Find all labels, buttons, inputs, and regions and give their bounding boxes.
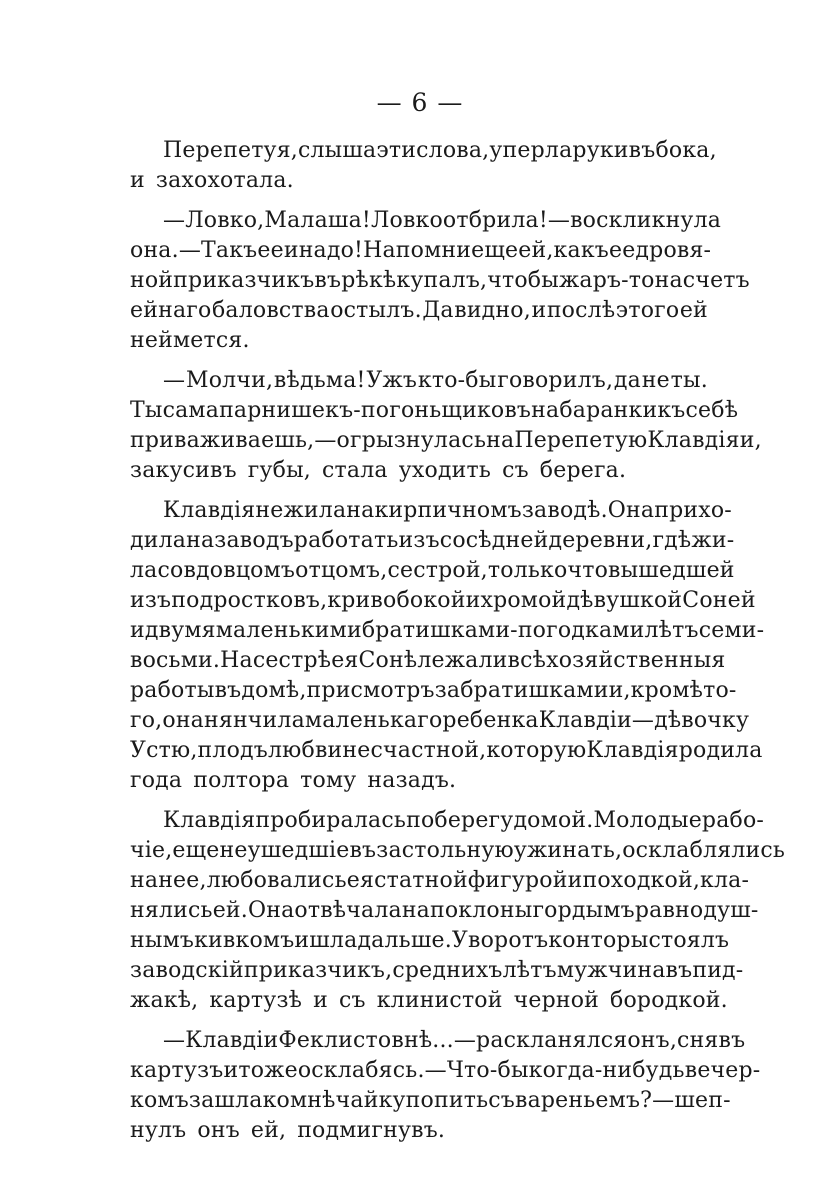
text-line: жакѣ, картузѣ и съ клинистой черной бородкой. bbox=[130, 988, 728, 1013]
paragraph bbox=[130, 136, 717, 196]
text-line: ейнаго баловства остылъ. Да видно, и послѣ этого ей bbox=[130, 298, 708, 323]
text-line: нымъ кивкомъ и шла дальше. У воротъ конторы стоялъ bbox=[130, 928, 730, 953]
text-line: Клавдія пробиралась по берегу домой. Молодые рабо- bbox=[163, 808, 765, 833]
text-line: го, она нянчила маленькаго ребенка Клавдіи—дѣвочку bbox=[130, 708, 750, 733]
text-line: работы въ домѣ, присмотръ за братишками и, кромѣ то- bbox=[130, 678, 737, 703]
text-line: восьми. На сестрѣ ея Сонѣ лежали всѣ хозяйственныя bbox=[130, 648, 726, 673]
text-line: Устю, плодъ любви несчастной, которую Клавдія родила bbox=[130, 738, 763, 763]
text-line: комъ зашла ко мнѣ чайку попить съ вареньемъ?—шеп- bbox=[130, 1088, 731, 1113]
text-line: ной приказчикъ въ рѣкѣ купалъ, чтобы жаръ-то насчетъ bbox=[130, 268, 750, 293]
paragraph bbox=[130, 206, 750, 356]
text-line: и захохотала. bbox=[130, 168, 294, 193]
page-number: — 6 — bbox=[376, 88, 464, 117]
text-line: — Клавдіи Феклистовнѣ...—раскланялся онъ, снявъ bbox=[163, 1028, 746, 1053]
text-line: — Молчи, вѣдьма! Ужъ кто-бы говорилъ, да не ты. bbox=[163, 368, 708, 393]
text-line: Ты сама парнишекъ-погоньщиковъ на баранки къ себѣ bbox=[130, 398, 739, 423]
text-line: заводскій приказчикъ, среднихъ лѣтъ мужчина въ пид- bbox=[130, 958, 744, 983]
text-line: приваживаешь,—огрызнулась на Перепетую Клавдія и, bbox=[130, 428, 762, 453]
paragraph bbox=[130, 806, 786, 1016]
paragraph bbox=[130, 1026, 761, 1146]
text-line: закусивъ губы, стала уходить съ берега. bbox=[130, 458, 627, 483]
text-line: чіе, еще не ушедшіе въ застольную ужинать, осклаблялись bbox=[130, 838, 786, 863]
text-line: дила на заводъ работать изъ сосѣдней деревни, гдѣ жи- bbox=[130, 528, 735, 553]
text-line: неймется. bbox=[130, 328, 250, 353]
paragraph bbox=[130, 366, 762, 486]
text-line: Перепетуя, слыша эти слова, уперла руки въ бока, bbox=[163, 138, 717, 163]
paragraph bbox=[130, 496, 765, 796]
text-line: Клавдія не жила на кирпичномъ заводѣ. Она прихо- bbox=[163, 498, 732, 523]
text-line: изъ подростковъ, кривобокой и хромой дѣвушкой Соней bbox=[130, 588, 756, 613]
text-line: ла со вдовцомъ отцомъ, сестрой, только что вышедшей bbox=[130, 558, 735, 583]
body-text bbox=[130, 136, 786, 1156]
text-line: — Ловко, Малаша! Ловко отбрила! — воскликнула bbox=[163, 208, 722, 233]
text-line: года полтора тому назадъ. bbox=[130, 768, 457, 793]
text-line: нялись ей. Она отвѣчала на поклоны гордымъ равнодуш- bbox=[130, 898, 759, 923]
text-line: она.—Такъ ее и надо! Напомни еще ей, какъ ее дровя- bbox=[130, 238, 712, 263]
text-line: на нее, любовались ея статной фигурой и походкой, кла- bbox=[130, 868, 750, 893]
text-line: картузъ и тоже осклабясь.—Что-бы когда-нибудь вечер- bbox=[130, 1058, 761, 1083]
text-line: нулъ онъ ей, подмигнувъ. bbox=[130, 1118, 446, 1143]
text-line: и двумя маленькими братишками-погодками лѣтъ семи- bbox=[130, 618, 765, 643]
